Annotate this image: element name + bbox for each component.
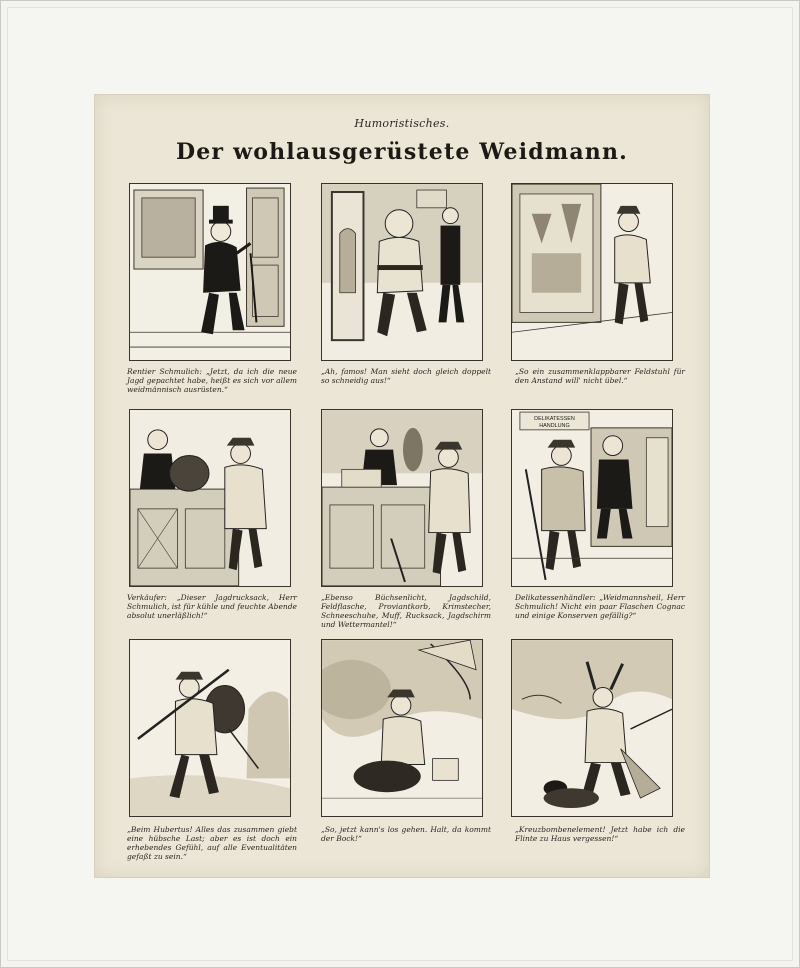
caption-1: Rentier Schmulich: „Jetzt, da ich die neue Jagd gepachtet habe, heißt es sich vor allem weidmännisch ausrüsten.“ <box>127 367 297 394</box>
shop-sign-line2: HANDLUNG <box>539 422 570 429</box>
panel-9-illustration <box>511 639 673 817</box>
panel-3-illustration <box>511 183 673 361</box>
caption-2: „Ah, famos! Man sieht doch gleich doppelt so schneidig aus!“ <box>321 367 491 385</box>
panel-7-illustration <box>129 639 291 817</box>
caption-9: „Kreuzbombenelement! Jetzt habe ich die Flinte zu Haus vergessen!“ <box>515 825 685 843</box>
panel-6-illustration <box>511 409 673 587</box>
panel-1-illustration <box>129 183 291 361</box>
shop-sign-line1: DELIKATESSEN <box>534 415 575 422</box>
panel-2-illustration <box>321 183 483 361</box>
caption-5: „Ebenso Büchsenlicht, Jagdschild, Feldflasche, Proviantkorb, Krimstecher, Schneeschuhe, Muff, Rucksack, Jagdschirm und Wettermantel!“ <box>321 593 491 629</box>
page-title: Der wohlausgerüstete Weidmann. <box>175 139 629 165</box>
caption-4: Verkäufer: „Dieser Jagdrucksack, Herr Schmulich, ist für kühle und feuchte Abende absolut unerläßlich!“ <box>127 593 297 620</box>
panel-4-illustration <box>129 409 291 587</box>
panel-5-illustration <box>321 409 483 587</box>
caption-3: „So ein zusammenklappbarer Feldstuhl für den Anstand will' nicht übel.“ <box>515 367 685 385</box>
print-page <box>95 95 709 877</box>
section-kicker: Humoristisches. <box>354 117 450 130</box>
caption-7: „Beim Hubertus! Alles das zusammen giebt eine hübsche Last; aber es ist doch ein erhebendes Gefühl, auf alle Eventualitäten gefaßt zu sein.“ <box>127 825 297 861</box>
panel-8-illustration <box>321 639 483 817</box>
comic-grid <box>95 95 709 877</box>
caption-6: Delikatessenhändler: „Weidmannsheil, Herr Schmulich! Nicht ein paar Flaschen Cognac und einige Konserven gefällig?“ <box>515 593 685 620</box>
caption-8: „So, jetzt kann's los gehen. Halt, da kommt der Bock!“ <box>321 825 491 843</box>
